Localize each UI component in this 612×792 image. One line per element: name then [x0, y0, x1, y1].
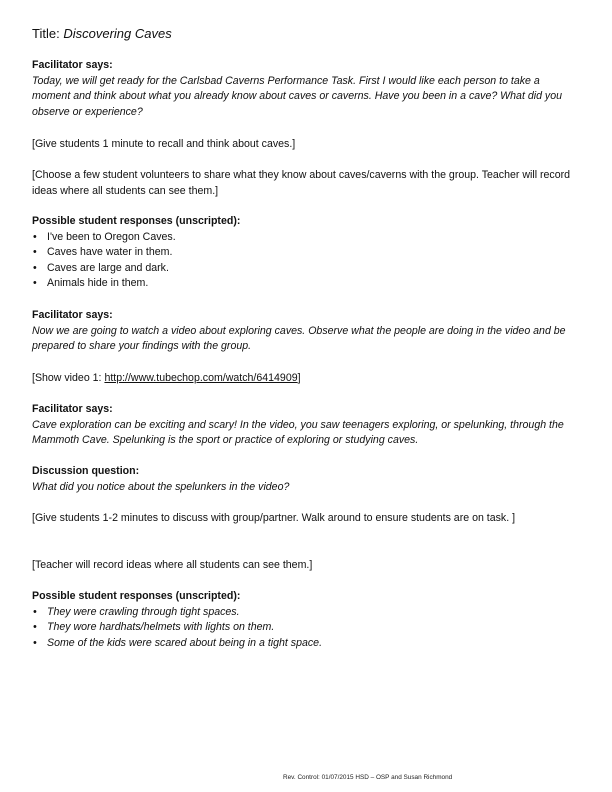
- footer-rev-control: Rev. Control: 01/07/2015 HSD – OSP and Susan Richmond: [283, 774, 453, 781]
- bullet-icon: •: [33, 605, 37, 618]
- bullet-icon: •: [33, 246, 37, 259]
- facilitator-section-2: [32, 308, 577, 355]
- responses-label: Possible student responses (unscripted):: [32, 590, 241, 602]
- facilitator-text: Cave exploration can be exciting and scary! In the video, you saw teenagers exploring, or spelunking, through the Mammoth Cave. Spelunking is the sport or practice of exploring or studying caves.: [32, 418, 564, 447]
- list-item: • Caves have water in them.: [32, 245, 577, 261]
- page-title: [32, 26, 172, 41]
- list-item: • Animals hide in them.: [32, 276, 577, 292]
- video-link[interactable]: http://www.tubechop.com/watch/6414909: [104, 372, 298, 384]
- bullet-icon: •: [33, 636, 37, 649]
- bullet-icon: •: [33, 230, 37, 243]
- student-responses-1: [32, 214, 577, 292]
- responses-label: Possible student responses (unscripted):: [32, 215, 241, 227]
- facilitator-label: Facilitator says:: [32, 309, 113, 321]
- discussion-text: What did you notice about the spelunkers in the video?: [32, 480, 290, 493]
- facilitator-section-1: [32, 58, 577, 120]
- instruction-show-video: [32, 371, 577, 387]
- video-suffix: ]: [297, 372, 301, 384]
- list-item: • Some of the kids were scared about being in a tight space.: [32, 636, 577, 652]
- title-text: Discovering Caves: [63, 26, 172, 41]
- instruction-volunteers: [Choose a few student volunteers to share what they know about caves/caverns with the group. Teacher will record ideas where all students can see them.]: [32, 169, 571, 197]
- facilitator-label: Facilitator says:: [32, 59, 113, 71]
- responses-list: [32, 230, 577, 292]
- list-item: • Caves are large and dark.: [32, 261, 577, 277]
- facilitator-section-3: [32, 402, 577, 449]
- bullet-icon: •: [33, 261, 37, 274]
- video-prefix: [Show video 1:: [32, 372, 105, 384]
- responses-list: [32, 605, 577, 652]
- title-label: Title:: [32, 26, 60, 41]
- instruction-record: [Teacher will record ideas where all students can see them.]: [32, 559, 313, 571]
- facilitator-label: Facilitator says:: [32, 403, 113, 415]
- facilitator-text: Now we are going to watch a video about exploring caves. Observe what the people are doing in the video and be prepared to share your findings with the group.: [32, 324, 566, 353]
- instruction-discuss: [Give students 1-2 minutes to discuss with group/partner. Walk around to ensure students are on task. ]: [32, 512, 516, 524]
- student-responses-2: [32, 589, 577, 651]
- discussion-question: [32, 464, 577, 495]
- list-item: • They wore hardhats/helmets with lights on them.: [32, 620, 577, 636]
- facilitator-text: Today, we will get ready for the Carlsbad Caverns Performance Task. First I would like each person to take a moment and think about what you already know about caves or caverns. Have you been in a cave? What did you observe or experience?: [32, 74, 562, 118]
- discussion-label: Discussion question:: [32, 465, 140, 477]
- instruction-recall: [Give students 1 minute to recall and think about caves.]: [32, 138, 296, 150]
- bullet-icon: •: [33, 277, 37, 290]
- list-item: • They were crawling through tight spaces.: [32, 605, 577, 621]
- list-item: • I've been to Oregon Caves.: [32, 230, 577, 246]
- bullet-icon: •: [33, 621, 37, 634]
